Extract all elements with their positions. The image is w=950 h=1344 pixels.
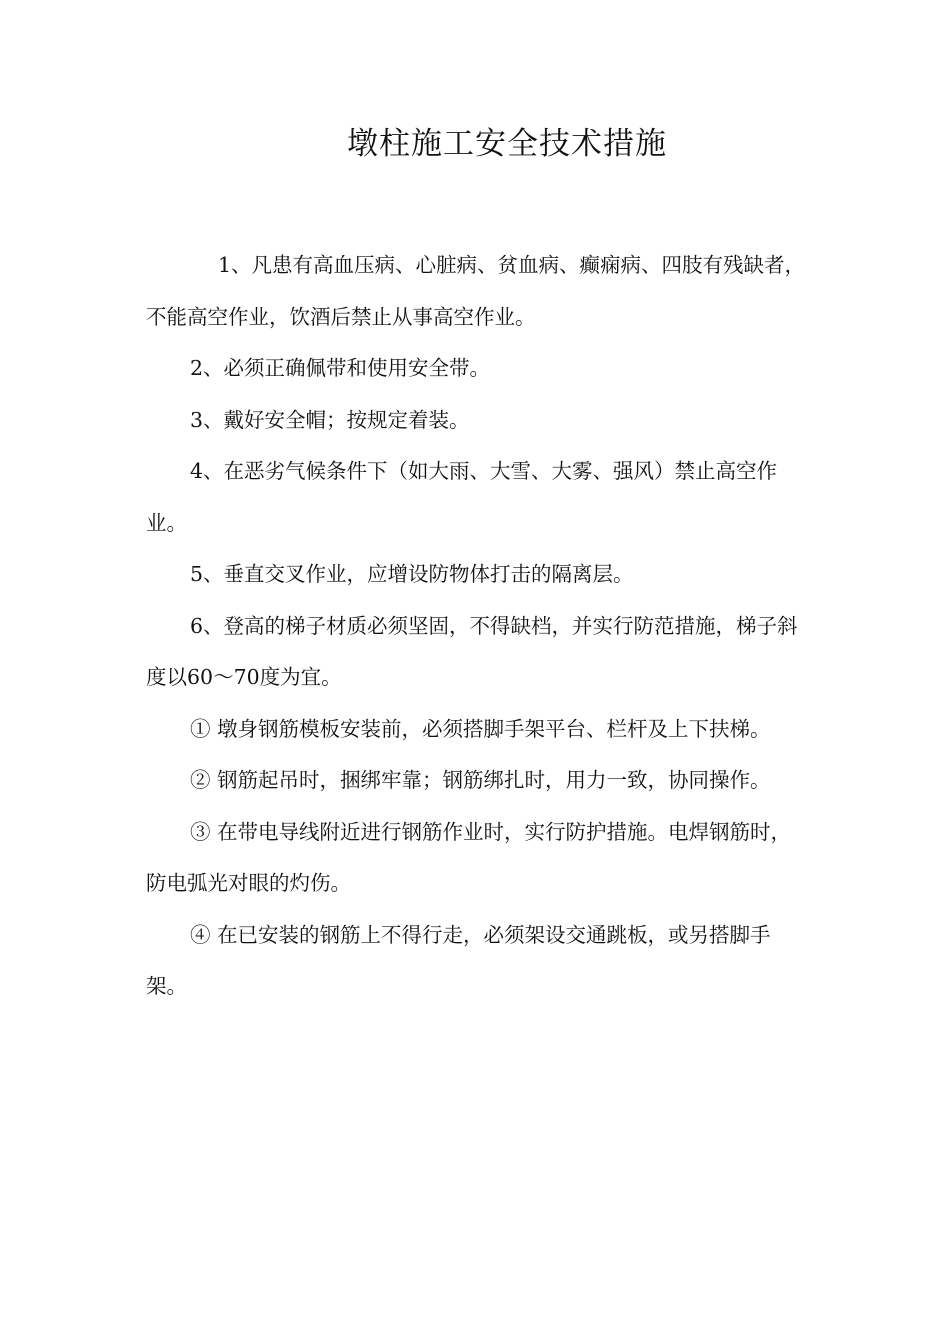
paragraph-2: 2、必须正确佩带和使用安全带。 <box>190 356 491 380</box>
paragraph-1: 1、凡患有高血压病、心脏病、贫血病、癫痫病、四肢有残缺者，不能高空作业，饮酒后禁止从事高空作业。 <box>146 253 806 329</box>
sub-item-4: ④ 在已安装的钢筋上不得行走，必须架设交通跳板，或另搭脚手架。 <box>146 922 771 998</box>
sub-item-3: ③ 在带电导线附近进行钢筋作业时，实行防护措施。电焊钢筋时，防电弧光对眼的灼伤。 <box>146 819 792 895</box>
document-title: 墩柱施工安全技术措施 <box>347 126 667 162</box>
paragraph-5: 5、垂直交叉作业，应增设防物体打击的隔离层。 <box>190 562 634 586</box>
sub-item-2: ② 钢筋起吊时，捆绑牢靠；钢筋绑扎时，用力一致，协同操作。 <box>190 768 771 792</box>
paragraph-4: 4、在恶劣气候条件下（如大雨、大雪、大雾、强风）禁止高空作业。 <box>146 459 778 535</box>
document-body <box>146 240 806 1013</box>
paragraph-3: 3、戴好安全帽；按规定着装。 <box>190 407 470 432</box>
paragraph-6: 6、登高的梯子材质必须坚固，不得缺档，并实行防范措施，梯子斜度以60～70度为宜。 <box>146 613 798 689</box>
sub-item-1: ① 墩身钢筋模板安装前，必须搭脚手架平台、栏杆及上下扶梯。 <box>190 716 771 741</box>
